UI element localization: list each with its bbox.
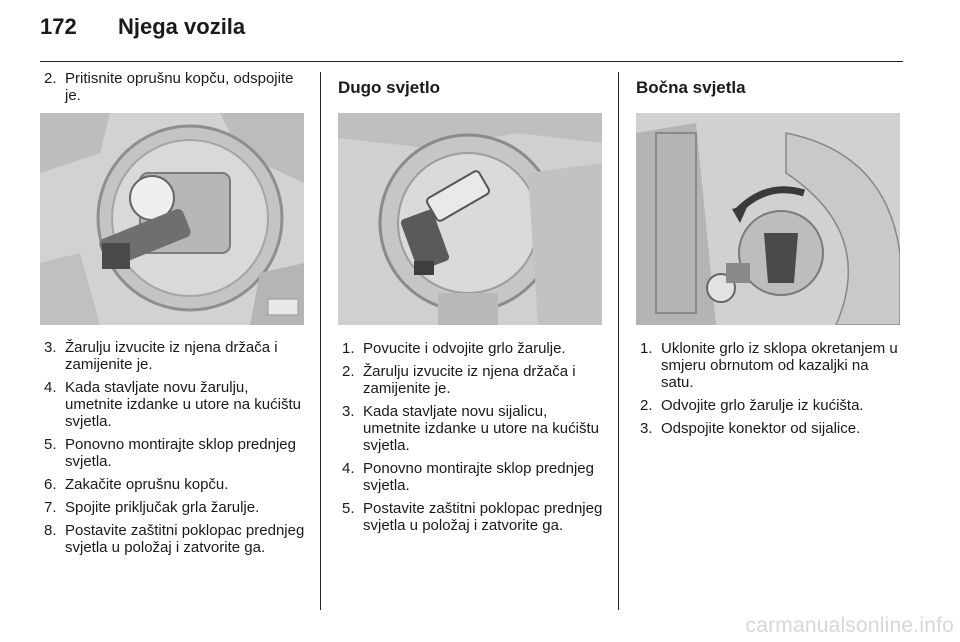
list-item bbox=[338, 500, 604, 534]
list-item bbox=[40, 499, 306, 516]
step-number: 5. bbox=[44, 436, 57, 453]
step-number: 1. bbox=[640, 340, 653, 357]
page-number: 172 bbox=[40, 14, 77, 39]
step-text: Spojite priključak grla žarulje. bbox=[65, 499, 260, 516]
section-heading-high-beam: Dugo svjetlo bbox=[338, 78, 441, 97]
step-text: Žarulju izvucite iz njena držača i zamijenite je. bbox=[65, 339, 278, 373]
step-number: 5. bbox=[342, 500, 355, 517]
step-text: Povucite i odvojite grlo žarulje. bbox=[363, 340, 566, 357]
headlight-bulb-photo bbox=[40, 113, 304, 325]
step-number: 3. bbox=[342, 403, 355, 420]
list-item bbox=[636, 340, 902, 391]
step-number: 4. bbox=[342, 460, 355, 477]
step-list bbox=[338, 340, 604, 534]
step-text: Postavite zaštitni poklopac prednjeg svjetla u položaj i zatvorite ga. bbox=[65, 522, 305, 556]
step-text: Ponovno montirajte sklop prednjeg svjetla. bbox=[363, 460, 594, 494]
list-item bbox=[40, 379, 306, 430]
step-text: Zakačite oprušnu kopču. bbox=[65, 476, 229, 493]
step-text: Ponovno montirajte sklop prednjeg svjetla. bbox=[65, 436, 296, 470]
step-number: 2. bbox=[342, 363, 355, 380]
watermark: carmanualsonline.info bbox=[745, 614, 954, 637]
list-item bbox=[40, 339, 306, 373]
list-item bbox=[636, 420, 902, 437]
step-text: Kada stavljate novu sijalicu, umetnite izdanke u utore na kućištu svjetla. bbox=[363, 403, 599, 454]
column-divider-2 bbox=[618, 72, 619, 610]
step-number: 8. bbox=[44, 522, 57, 539]
step-number: 2. bbox=[44, 70, 57, 87]
high-beam-bulb-photo bbox=[338, 113, 602, 325]
list-item bbox=[636, 397, 902, 414]
page-title: Njega vozila bbox=[118, 14, 246, 39]
list-item bbox=[338, 403, 604, 454]
step-number: 4. bbox=[44, 379, 57, 396]
header-rule bbox=[40, 61, 903, 62]
list-item bbox=[338, 460, 604, 494]
column-divider-1 bbox=[320, 72, 321, 610]
step-list bbox=[40, 339, 306, 556]
step-text: Odspojite konektor od sijalice. bbox=[661, 420, 861, 437]
step-number: 2. bbox=[640, 397, 653, 414]
list-item bbox=[338, 340, 604, 357]
step-text: Uklonite grlo iz sklopa okretanjem u smjeru obrnutom od kazaljki na satu. bbox=[661, 340, 898, 391]
column-right bbox=[636, 70, 902, 443]
column-middle bbox=[338, 70, 604, 540]
section-heading-side-lights: Bočna svjetla bbox=[636, 78, 746, 97]
step-number: 3. bbox=[44, 339, 57, 356]
step-text: Pritisnite oprušnu kopču, odspojite je. bbox=[65, 70, 294, 104]
intro-step-list bbox=[40, 70, 306, 104]
step-number: 3. bbox=[640, 420, 653, 437]
step-number: 6. bbox=[44, 476, 57, 493]
step-text: Odvojite grlo žarulje iz kućišta. bbox=[661, 397, 864, 414]
step-text: Kada stavljate novu žarulju, umetnite izdanke u utore na kućištu svjetla. bbox=[65, 379, 301, 430]
list-item bbox=[40, 436, 306, 470]
step-text: Postavite zaštitni poklopac prednjeg svjetla u položaj i zatvorite ga. bbox=[363, 500, 603, 534]
list-item bbox=[40, 522, 306, 556]
list-item bbox=[40, 70, 306, 104]
column-left bbox=[40, 70, 306, 562]
side-light-bulb-photo bbox=[636, 113, 900, 325]
list-item bbox=[338, 363, 604, 397]
list-item bbox=[40, 476, 306, 493]
step-list bbox=[636, 340, 902, 437]
step-text: Žarulju izvucite iz njena držača i zamijenite je. bbox=[363, 363, 576, 397]
step-number: 1. bbox=[342, 340, 355, 357]
step-number: 7. bbox=[44, 499, 57, 516]
